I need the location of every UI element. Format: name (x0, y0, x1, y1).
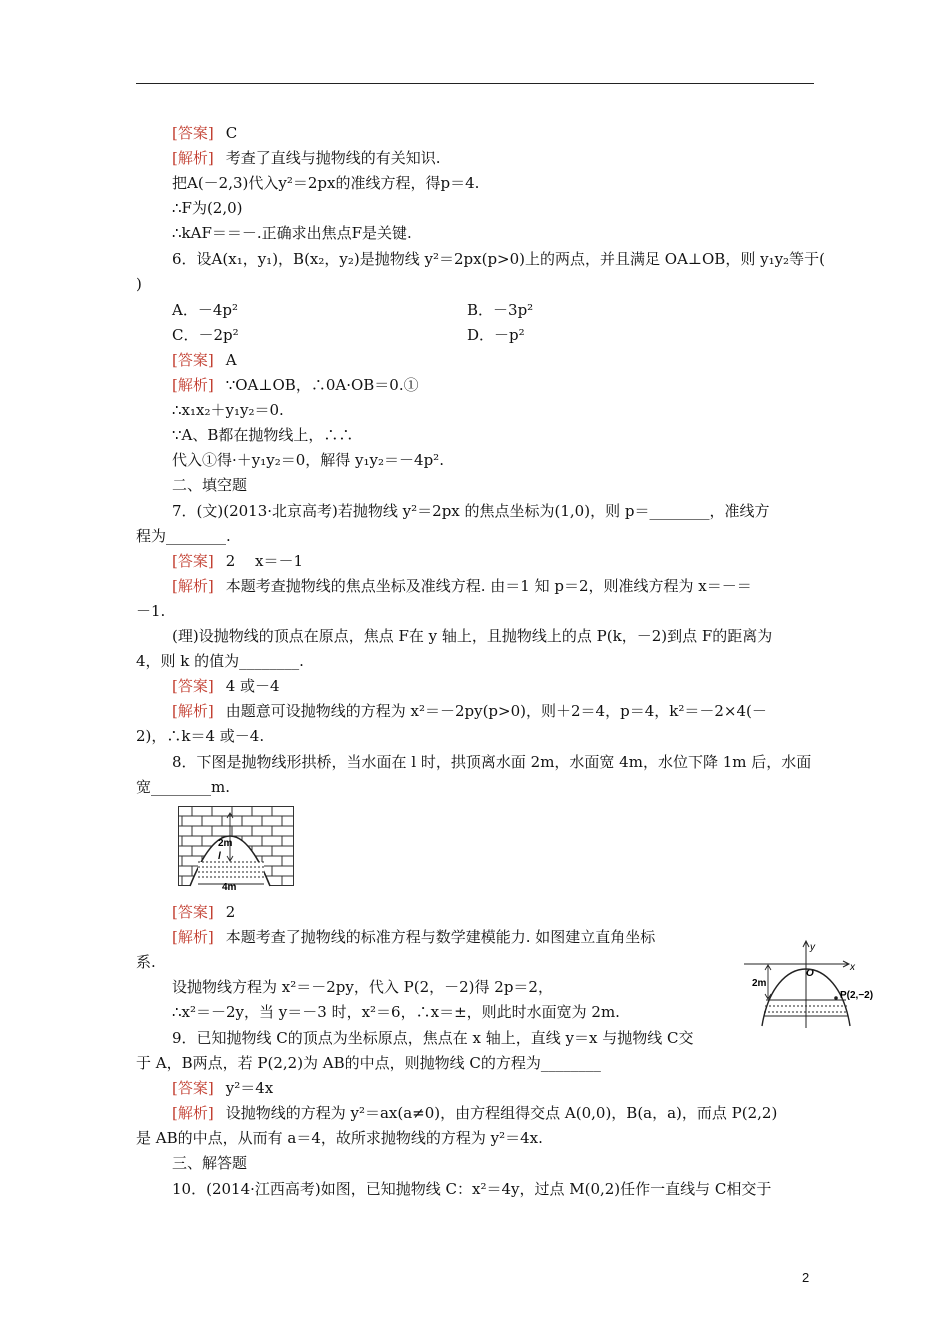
page-number: 2 (802, 1270, 810, 1285)
answer-tag: [答案] (172, 124, 214, 142)
q7-li-analysis: 由题意可设抛物线的方程为 x²＝－2py(p>0)，则＋2＝4，p＝4，k²＝－2×4(－ (225, 702, 767, 720)
q9-answer-line (172, 1079, 273, 1097)
height-label: 2m (752, 978, 767, 989)
q5-answer-line (172, 124, 237, 142)
q7-li-answer: 4 或－4 (225, 677, 280, 695)
q5-step-1: 把A(－2,3)代入y²＝2px的准线方程，得p＝4. (172, 174, 480, 192)
q8-answer-line (172, 903, 235, 921)
header-rule (136, 83, 814, 84)
q7-stem-cont: 程为________. (136, 527, 231, 545)
q6-answer-line (172, 351, 237, 369)
q5-analysis: 考查了直线与抛物线的有关知识. (225, 149, 441, 167)
q7-li-stem: (理)设抛物线的顶点在原点，焦点 F在 y 轴上，且抛物线上的点 P(k，－2)到点 F的距离为 (172, 627, 773, 645)
q6-step-1: ∴x₁x₂＋y₁y₂＝0. (172, 401, 284, 419)
answer-tag: [答案] (172, 903, 214, 921)
q6-answer: A (225, 351, 237, 369)
q7-answer-line (172, 552, 303, 570)
q6-step-2: ∵A、B都在抛物线上，∴∴ (172, 426, 354, 444)
q8-analysis-line (172, 928, 655, 946)
q5-step-2: ∴F为(2,0) (172, 199, 243, 217)
y-axis-label: y (810, 942, 815, 953)
q9-stem-cont: 于 A，B两点，若 P(2,2)为 AB的中点，则抛物线 C的方程为________ (136, 1054, 601, 1072)
q6-step-3: 代入①得·＋y₁y₂＝0，解得 y₁y₂＝－4p². (172, 451, 444, 469)
analysis-tag: [解析] (172, 1104, 214, 1122)
q6-option-c: C．－2p² (172, 326, 239, 344)
q7-analysis: 本题考查抛物线的焦点坐标及准线方程. 由＝1 知 p＝2，则准线方程为 x＝－＝ (225, 577, 752, 595)
q7-li-stem-cont: 4，则 k 的值为________. (136, 652, 304, 670)
answer-tag: [答案] (172, 1079, 214, 1097)
q7-li-analysis-line (172, 702, 767, 720)
q6-stem: 6．设A(x₁，y₁)，B(x₂，y₂)是抛物线 y²＝2px(p>0)上的两点，并且满足 OA⊥OB，则 y₁y₂等于( (172, 250, 825, 268)
analysis-tag: [解析] (172, 702, 214, 720)
q8-step-2: ∴x²＝－2y，当 y＝－3 时，x²＝6，∴x＝±，则此时水面宽为 2m. (172, 1003, 620, 1021)
q5-analysis-line (172, 149, 441, 167)
q6-option-d: D．－p² (467, 326, 525, 344)
origin-label: O (806, 968, 814, 979)
q8-step-1: 设抛物线方程为 x²＝－2py，代入 P(2，－2)得 2p＝2， (172, 978, 553, 996)
q7-answer: 2 x＝－1 (225, 552, 304, 570)
q10-stem: 10．(2014·江西高考)如图，已知抛物线 C：x²＝4y，过点 M(0,2)任作一直线与 C相交于 (172, 1180, 772, 1198)
q7-analysis-cont: －1. (136, 602, 166, 620)
arch-bridge-figure (178, 806, 294, 892)
q9-stem: 9．已知抛物线 C的顶点为坐标原点，焦点在 x 轴上，直线 y＝x 与抛物线 C交 (172, 1029, 694, 1047)
q8-analysis: 本题考查了抛物线的标准方程与数学建模能力. 如图建立直角坐标 (225, 928, 656, 946)
q8-stem-cont: 宽________m. (136, 778, 230, 796)
q7-stem: 7．(文)(2013·北京高考)若抛物线 y²＝2px 的焦点坐标为(1,0)，则 p＝________，准线方 (172, 502, 770, 520)
water-level-label: l (218, 851, 221, 862)
point-p-label: P(2,−2) (840, 990, 874, 1001)
answer-tag: [答案] (172, 677, 214, 695)
coordinate-parabola-figure (744, 940, 874, 1030)
q9-analysis: 设抛物线的方程为 y²＝ax(a≠0)，由方程组得交点 A(0,0)，B(a，a)，而点 P(2,2) (225, 1104, 778, 1122)
section-fill-in: 二、填空题 (172, 476, 248, 494)
analysis-tag: [解析] (172, 149, 214, 167)
q6-analysis: ∵OA⊥OB，∴0A·OB＝0.① (225, 376, 419, 394)
q8-stem: 8．下图是抛物线形拱桥，当水面在 l 时，拱顶离水面 2m，水面宽 4m，水位下降 1m 后，水面 (172, 753, 812, 771)
analysis-tag: [解析] (172, 928, 214, 946)
q9-analysis-cont: 是 AB的中点，从而有 a＝4，故所求抛物线的方程为 y²＝4x. (136, 1129, 543, 1147)
height-label: 2m (218, 838, 233, 849)
q9-analysis-line (172, 1104, 777, 1122)
q6-analysis-line (172, 376, 419, 394)
analysis-tag: [解析] (172, 376, 214, 394)
q5-step-3: ∴kAF＝＝－.正确求出焦点F是关键. (172, 224, 412, 242)
q9-answer: y²＝4x (225, 1079, 274, 1097)
q5-answer: C (225, 124, 238, 142)
analysis-tag: [解析] (172, 577, 214, 595)
q6-option-a: A．－4p² (172, 301, 238, 319)
width-label: 4m (222, 882, 237, 893)
q6-stem-cont: ) (136, 275, 142, 293)
section-solve: 三、解答题 (172, 1154, 248, 1172)
q7-analysis-line (172, 577, 752, 595)
q7-li-answer-line (172, 677, 280, 695)
point-p (834, 996, 838, 1000)
answer-tag: [答案] (172, 552, 214, 570)
q6-option-b: B．－3p² (467, 301, 534, 319)
q8-analysis-cont: 系. (136, 953, 156, 971)
x-axis-label: x (850, 962, 855, 973)
q8-answer: 2 (225, 903, 236, 921)
q7-li-analysis-cont: 2)，∴k＝4 或－4. (136, 727, 265, 745)
answer-tag: [答案] (172, 351, 214, 369)
